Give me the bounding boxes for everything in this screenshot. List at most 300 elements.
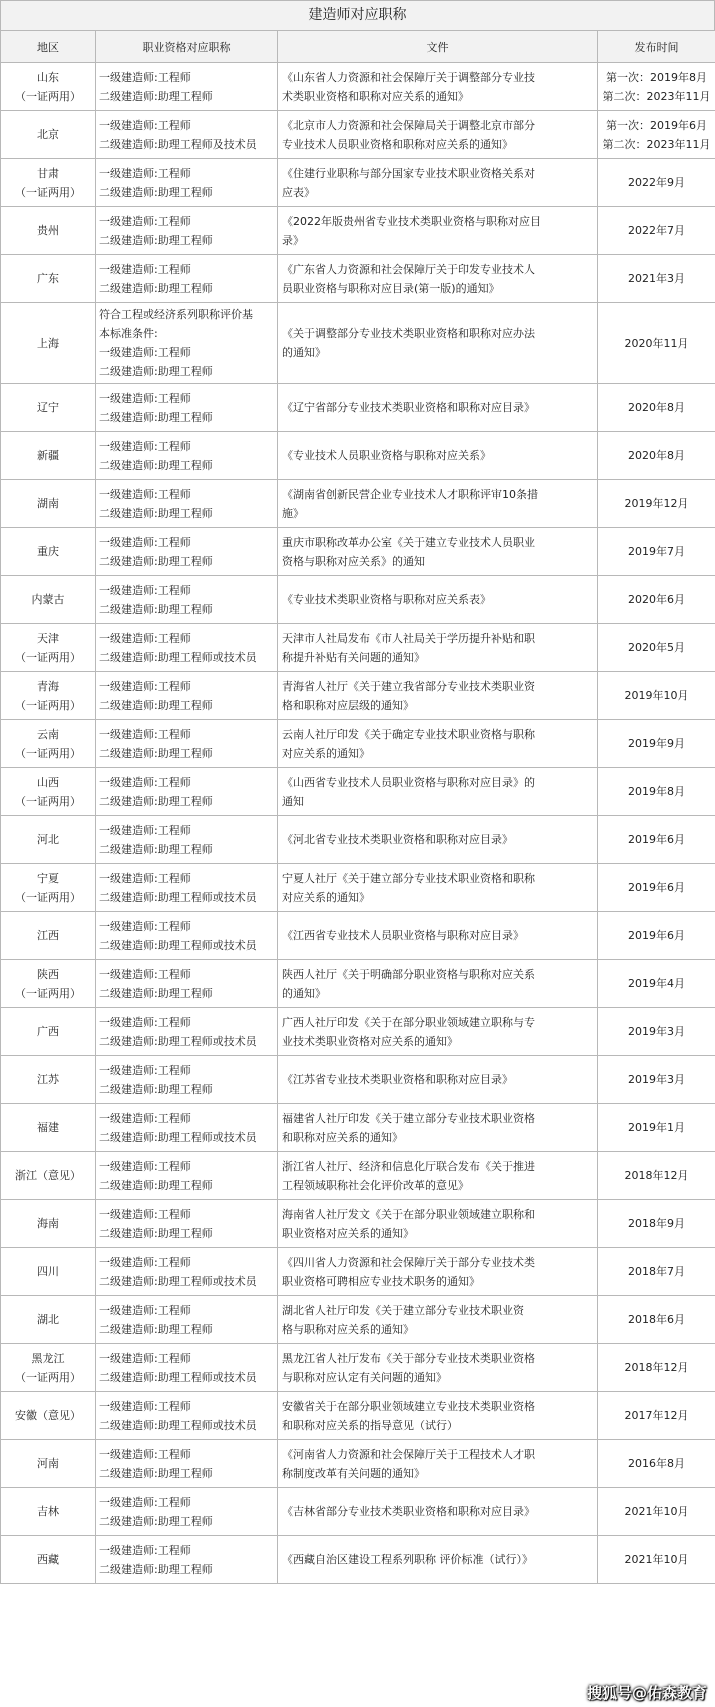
cell-titles [96, 1344, 278, 1392]
table-row [1, 672, 715, 720]
cell-titles-line: 本标准条件: [99, 327, 158, 340]
cell-date [598, 1440, 715, 1488]
cell-date-line: 2019年12月 [624, 497, 689, 510]
table-row [1, 303, 715, 384]
cell-file [278, 1392, 598, 1440]
table-row [1, 384, 715, 432]
cell-region-line: 山西 [37, 775, 59, 789]
cell-date [598, 1392, 715, 1440]
cell-titles-line: 一级建造师:工程师 [99, 1159, 191, 1173]
cell-titles [96, 255, 278, 303]
cell-file [278, 960, 598, 1008]
cell-region-line: 安徽（意见） [15, 1409, 81, 1422]
cell-file-line: 职业资格对应关系的通知》 [282, 1226, 414, 1240]
cell-region-line: （一证两用） [15, 698, 81, 712]
cell-file-line: 《专业技术类职业资格与职称对应关系表》 [282, 593, 491, 606]
cell-date [598, 159, 715, 207]
cell-region-line: （一证两用） [15, 986, 81, 1000]
cell-region-line: 辽宁 [37, 401, 59, 414]
cell-region [1, 1536, 96, 1584]
cell-titles-line: 二级建造师:助理工程师 [99, 1322, 213, 1336]
cell-file-line: 职业资格可聘相应专业技术职务的通知》 [282, 1274, 480, 1288]
cell-region-line: 青海 [37, 679, 59, 693]
cell-file [278, 1344, 598, 1392]
cell-file-line: 资格与职称对应关系》的通知 [282, 554, 425, 568]
cell-titles [96, 111, 278, 159]
cell-region [1, 528, 96, 576]
cell-file-line: 术类职业资格和职称对应关系的通知》 [282, 89, 469, 103]
cell-date [598, 1296, 715, 1344]
table-row [1, 111, 715, 159]
cell-region-line: （一证两用） [15, 746, 81, 760]
cell-file-line: 《北京市人力资源和社会保障局关于调整北京市部分 [282, 118, 535, 132]
table-row [1, 1152, 715, 1200]
cell-titles-line: 二级建造师:助理工程师 [99, 1226, 213, 1240]
cell-titles-line: 一级建造师:工程师 [99, 1399, 191, 1413]
cell-region-line: 海南 [37, 1217, 59, 1230]
cell-region [1, 159, 96, 207]
cell-region-line: 湖北 [37, 1313, 59, 1326]
cell-titles-line: 一级建造师:工程师 [99, 967, 191, 981]
cell-file [278, 816, 598, 864]
qualification-table [0, 30, 715, 1584]
cell-region-line: 河南 [37, 1457, 59, 1470]
cell-date-line: 2020年8月 [628, 449, 685, 462]
cell-file-line: 与职称对应认定有关问题的通知》 [282, 1370, 447, 1384]
table-row [1, 912, 715, 960]
cell-file-line: 湖北省人社厅印发《关于建立部分专业技术职业资 [282, 1303, 524, 1317]
cell-file [278, 624, 598, 672]
cell-file [278, 303, 598, 384]
cell-file [278, 864, 598, 912]
cell-file [278, 1440, 598, 1488]
cell-region-line: 贵州 [37, 224, 59, 237]
cell-file-line: 《住建行业职称与部分国家专业技术职业资格关系对 [282, 166, 535, 180]
cell-titles [96, 1200, 278, 1248]
cell-titles [96, 576, 278, 624]
table-row [1, 255, 715, 303]
table-row [1, 1200, 715, 1248]
cell-date [598, 480, 715, 528]
cell-file-line: 业技术类职业资格对应关系的通知》 [282, 1034, 458, 1048]
cell-file [278, 384, 598, 432]
cell-date [598, 1344, 715, 1392]
cell-region [1, 816, 96, 864]
cell-region [1, 111, 96, 159]
cell-titles [96, 1536, 278, 1584]
cell-titles-line: 二级建造师:助理工程师及技术员 [99, 137, 257, 151]
cell-titles-line: 一级建造师:工程师 [99, 727, 191, 741]
cell-titles-line: 一级建造师:工程师 [99, 1111, 191, 1125]
cell-file [278, 1536, 598, 1584]
cell-titles [96, 912, 278, 960]
cell-date-line: 2021年10月 [624, 1553, 689, 1566]
cell-region [1, 1248, 96, 1296]
cell-region [1, 768, 96, 816]
cell-titles-line: 二级建造师:助理工程师 [99, 1514, 213, 1528]
cell-file [278, 480, 598, 528]
cell-file [278, 1152, 598, 1200]
cell-file-line: 天津市人社局发布《市人社局关于学历提升补贴和职 [282, 631, 535, 645]
table-row [1, 816, 715, 864]
cell-file-line: 应表》 [282, 185, 315, 199]
cell-file-line: 陕西人社厅《关于明确部分职业资格与职称对应关系 [282, 967, 535, 981]
cell-file [278, 63, 598, 111]
cell-file-line: 称提升补贴有关问题的通知》 [282, 650, 425, 664]
cell-date-line: 2019年7月 [628, 545, 685, 558]
cell-file [278, 111, 598, 159]
cell-file-line: 《江苏省专业技术类职业资格和职称对应目录》 [282, 1073, 513, 1086]
cell-titles-line: 二级建造师:助理工程师或技术员 [99, 1274, 257, 1288]
cell-date-line: 2018年6月 [628, 1313, 685, 1326]
cell-region [1, 432, 96, 480]
cell-titles-line: 二级建造师:助理工程师或技术员 [99, 1034, 257, 1048]
table-row [1, 1296, 715, 1344]
cell-region-line: （一证两用） [15, 1370, 81, 1384]
cell-titles-line: 一级建造师:工程师 [99, 871, 191, 885]
cell-date [598, 1008, 715, 1056]
cell-titles-line: 一级建造师:工程师 [99, 1255, 191, 1269]
cell-file [278, 1008, 598, 1056]
cell-titles-line: 二级建造师:助理工程师或技术员 [99, 938, 257, 952]
cell-file-line: 《广东省人力资源和社会保障厅关于印发专业技术人 [282, 262, 535, 276]
cell-titles [96, 1056, 278, 1104]
cell-file-line: 海南省人社厅发文《关于在部分职业领域建立职称和 [282, 1207, 535, 1221]
table-row [1, 768, 715, 816]
cell-file [278, 1056, 598, 1104]
table-row [1, 63, 715, 111]
cell-titles [96, 816, 278, 864]
cell-titles-line: 一级建造师:工程师 [99, 70, 191, 84]
cell-titles-line: 一级建造师:工程师 [99, 1303, 191, 1317]
table-row [1, 528, 715, 576]
cell-file-line: 安徽省关于在部分职业领域建立专业技术类职业资格 [282, 1399, 535, 1413]
cell-file [278, 207, 598, 255]
table-row [1, 480, 715, 528]
cell-date [598, 816, 715, 864]
table-row [1, 159, 715, 207]
cell-region-line: 上海 [37, 336, 59, 350]
cell-file-line: 重庆市职称改革办公室《关于建立专业技术人员职业 [282, 535, 535, 549]
table-row [1, 1344, 715, 1392]
cell-file [278, 1248, 598, 1296]
cell-titles [96, 1152, 278, 1200]
cell-region-line: 重庆 [37, 545, 59, 558]
cell-date [598, 1152, 715, 1200]
cell-region [1, 720, 96, 768]
cell-file-line: 称制度改革有关问题的通知》 [282, 1466, 425, 1480]
cell-region-line: 天津 [37, 631, 59, 645]
cell-file-line: 浙江省人社厅、经济和信息化厅联合发布《关于推进 [282, 1159, 535, 1173]
cell-region-line: （一证两用） [15, 890, 81, 904]
cell-region [1, 576, 96, 624]
header-titles: 职业资格对应职称 [96, 31, 278, 63]
cell-region [1, 384, 96, 432]
table-row [1, 1392, 715, 1440]
cell-titles-line: 二级建造师:助理工程师或技术员 [99, 650, 257, 664]
cell-date [598, 1056, 715, 1104]
cell-file [278, 1296, 598, 1344]
cell-titles-line: 一级建造师:工程师 [99, 346, 191, 359]
cell-region-line: 江西 [37, 929, 59, 942]
cell-titles-line: 一级建造师:工程师 [99, 775, 191, 789]
cell-date-line: 2020年6月 [628, 593, 685, 606]
cell-region [1, 1440, 96, 1488]
table-row [1, 1440, 715, 1488]
cell-region-line: （一证两用） [15, 650, 81, 664]
cell-titles-line: 二级建造师:助理工程师 [99, 698, 213, 712]
cell-titles [96, 1296, 278, 1344]
cell-file [278, 1104, 598, 1152]
table-row [1, 1104, 715, 1152]
cell-region-line: 河北 [37, 833, 59, 846]
cell-file-line: 工程领域职称社会化评价改革的意见》 [282, 1178, 469, 1192]
cell-date-line: 2018年7月 [628, 1265, 685, 1278]
cell-file-line: 《关于调整部分专业技术类职业资格和职称对应办法 [282, 327, 535, 340]
cell-titles-line: 一级建造师:工程师 [99, 391, 191, 405]
cell-titles [96, 207, 278, 255]
cell-region-line: 浙江（意见） [15, 1169, 81, 1182]
table-row [1, 960, 715, 1008]
cell-file-line: 《河北省专业技术类职业资格和职称对应目录》 [282, 833, 513, 846]
cell-titles-line: 二级建造师:助理工程师或技术员 [99, 1418, 257, 1432]
cell-file-line: 宁夏人社厅《关于建立部分专业技术职业资格和职称 [282, 871, 535, 885]
cell-date [598, 1536, 715, 1584]
cell-date [598, 1248, 715, 1296]
cell-titles-line: 一级建造师:工程师 [99, 1207, 191, 1221]
cell-file-line: 广西人社厅印发《关于在部分职业领域建立职称与专 [282, 1015, 535, 1029]
cell-region [1, 1344, 96, 1392]
cell-file-line: 《2022年版贵州省专业技术类职业资格与职称对应目 [282, 214, 541, 228]
cell-titles-line: 二级建造师:助理工程师 [99, 746, 213, 760]
cell-titles [96, 1440, 278, 1488]
cell-file [278, 672, 598, 720]
cell-region-line: 湖南 [37, 497, 59, 510]
cell-date [598, 912, 715, 960]
cell-titles-line: 一级建造师:工程师 [99, 1447, 191, 1461]
cell-titles-line: 一级建造师:工程师 [99, 679, 191, 693]
cell-region-line: 北京 [37, 128, 59, 141]
cell-region [1, 1488, 96, 1536]
cell-file-line: 《西藏自治区建设工程系列职称 评价标准（试行）》 [282, 1553, 533, 1566]
cell-file-line: 云南人社厅印发《关于确定专业技术职业资格与职称 [282, 727, 535, 741]
cell-region [1, 255, 96, 303]
cell-titles-line: 一级建造师:工程师 [99, 631, 191, 645]
header-row [1, 31, 715, 63]
cell-region-line: 宁夏 [37, 871, 59, 885]
cell-date-line: 第二次：2023年11月 [602, 89, 711, 103]
cell-region [1, 912, 96, 960]
cell-titles [96, 624, 278, 672]
cell-titles-line: 二级建造师:助理工程师 [99, 1562, 213, 1576]
cell-date-line: 2019年4月 [628, 977, 685, 990]
cell-titles-line: 一级建造师:工程师 [99, 823, 191, 837]
cell-titles-line: 二级建造师:助理工程师或技术员 [99, 1370, 257, 1384]
table-row [1, 864, 715, 912]
cell-titles-line: 一级建造师:工程师 [99, 166, 191, 180]
cell-titles-line: 一级建造师:工程师 [99, 487, 191, 501]
cell-date-line: 2020年5月 [628, 641, 685, 654]
cell-titles [96, 672, 278, 720]
cell-file-line: 《山西省专业技术人员职业资格与职称对应目录》的 [282, 775, 535, 789]
cell-region [1, 207, 96, 255]
cell-file-line: 对应关系的通知》 [282, 746, 370, 760]
cell-date-line: 2022年9月 [628, 176, 685, 189]
cell-file-line: 《河南省人力资源和社会保障厅关于工程技术人才职 [282, 1447, 535, 1461]
cell-region [1, 1104, 96, 1152]
cell-region-line: 广西 [37, 1025, 59, 1038]
cell-titles [96, 864, 278, 912]
cell-titles-line: 二级建造师:助理工程师 [99, 602, 213, 616]
cell-titles-line: 一级建造师:工程师 [99, 1351, 191, 1365]
cell-file [278, 528, 598, 576]
cell-date-line: 2021年3月 [628, 272, 685, 285]
cell-titles [96, 720, 278, 768]
cell-titles [96, 159, 278, 207]
cell-region-line: 四川 [37, 1265, 59, 1278]
cell-date [598, 1200, 715, 1248]
cell-region-line: 福建 [37, 1121, 59, 1134]
cell-region [1, 1008, 96, 1056]
cell-date [598, 864, 715, 912]
cell-date [598, 384, 715, 432]
cell-titles [96, 1008, 278, 1056]
cell-region-line: 广东 [37, 272, 59, 285]
cell-titles-line: 二级建造师:助理工程师 [99, 554, 213, 568]
cell-region-line: （一证两用） [15, 89, 81, 103]
cell-file-line: 《湖南省创新民营企业专业技术人才职称评审10条措 [282, 487, 538, 501]
table-title: 建造师对应职称 [0, 0, 715, 31]
cell-titles [96, 432, 278, 480]
cell-titles-line: 符合工程或经济系列职称评价基 [99, 308, 253, 321]
cell-file-line: 《辽宁省部分专业技术类职业资格和职称对应目录》 [282, 401, 535, 414]
cell-date [598, 207, 715, 255]
table-row [1, 1248, 715, 1296]
cell-date-line: 2016年8月 [628, 1457, 685, 1470]
cell-date-line: 第一次：2019年6月 [606, 118, 707, 132]
cell-region [1, 624, 96, 672]
cell-region-line: 云南 [37, 727, 59, 741]
cell-date-line: 2017年12月 [624, 1409, 689, 1422]
cell-file [278, 1200, 598, 1248]
header-region: 地区 [1, 31, 96, 63]
cell-titles [96, 1248, 278, 1296]
cell-titles-line: 二级建造师:助理工程师 [99, 458, 213, 472]
cell-titles-line: 二级建造师:助理工程师 [99, 842, 213, 856]
cell-titles [96, 528, 278, 576]
cell-date-line: 第一次：2019年8月 [606, 70, 707, 84]
cell-date-line: 2019年1月 [628, 1121, 685, 1134]
watermark: 搜狐号@佑森教育 [586, 1684, 707, 1702]
cell-file-line: 《专业技术人员职业资格与职称对应关系》 [282, 449, 491, 462]
cell-date-line: 2019年6月 [628, 881, 685, 894]
cell-region-line: 甘肃 [37, 166, 59, 180]
cell-region-line: 陕西 [37, 967, 59, 981]
cell-titles-line: 一级建造师:工程师 [99, 1495, 191, 1509]
cell-file [278, 255, 598, 303]
table-body [1, 63, 715, 1584]
cell-date [598, 528, 715, 576]
cell-region [1, 480, 96, 528]
cell-date [598, 768, 715, 816]
cell-file [278, 576, 598, 624]
cell-region-line: 西藏 [37, 1553, 59, 1566]
cell-file-line: 的通知》 [282, 346, 326, 359]
header-date: 发布时间 [598, 31, 715, 63]
cell-region [1, 1152, 96, 1200]
cell-date [598, 111, 715, 159]
cell-date-line: 2018年12月 [624, 1169, 689, 1182]
cell-titles-line: 二级建造师:助理工程师 [99, 185, 213, 199]
cell-titles [96, 480, 278, 528]
cell-titles-line: 二级建造师:助理工程师 [99, 506, 213, 520]
cell-titles-line: 二级建造师:助理工程师 [99, 1082, 213, 1096]
cell-titles [96, 63, 278, 111]
cell-file-line: 和职称对应关系的指导意见（试行） [282, 1418, 458, 1432]
cell-titles-line: 一级建造师:工程师 [99, 214, 191, 228]
cell-file-line: 《四川省人力资源和社会保障厅关于部分专业技术类 [282, 1255, 535, 1269]
cell-file-line: 《江西省专业技术人员职业资格与职称对应目录》 [282, 929, 524, 942]
cell-date [598, 63, 715, 111]
cell-titles [96, 303, 278, 384]
table-row [1, 432, 715, 480]
cell-titles [96, 1392, 278, 1440]
cell-titles-line: 二级建造师:助理工程师 [99, 1466, 213, 1480]
table-row [1, 1056, 715, 1104]
cell-date-line: 2019年8月 [628, 785, 685, 798]
cell-titles-line: 一级建造师:工程师 [99, 118, 191, 132]
cell-date [598, 672, 715, 720]
cell-titles [96, 1104, 278, 1152]
cell-titles-line: 一级建造师:工程师 [99, 1015, 191, 1029]
cell-date-line: 2020年11月 [624, 336, 689, 350]
cell-file-line: 录》 [282, 233, 304, 247]
cell-date [598, 1104, 715, 1152]
cell-titles-line: 二级建造师:助理工程师 [99, 281, 213, 295]
cell-region [1, 672, 96, 720]
cell-titles-line: 一级建造师:工程师 [99, 1543, 191, 1557]
cell-file [278, 159, 598, 207]
cell-region-line: （一证两用） [15, 794, 81, 808]
cell-titles-line: 二级建造师:助理工程师或技术员 [99, 890, 257, 904]
cell-titles-line: 二级建造师:助理工程师 [99, 410, 213, 424]
cell-file [278, 432, 598, 480]
cell-region-line: 新疆 [37, 449, 59, 462]
cell-file-line: 对应关系的通知》 [282, 890, 370, 904]
cell-titles [96, 960, 278, 1008]
cell-file [278, 768, 598, 816]
cell-region-line: 黑龙江 [31, 1351, 65, 1365]
cell-titles [96, 384, 278, 432]
cell-file-line: 《吉林省部分专业技术类职业资格和职称对应目录》 [282, 1505, 535, 1518]
cell-date [598, 1488, 715, 1536]
cell-file-line: 通知 [282, 794, 304, 808]
cell-date-line: 2019年6月 [628, 833, 685, 846]
table-row [1, 1008, 715, 1056]
cell-date-line: 2019年10月 [624, 689, 689, 702]
cell-titles-line: 二级建造师:助理工程师 [99, 233, 213, 247]
cell-file-line: 《山东省人力资源和社会保障厅关于调整部分专业技 [282, 70, 535, 84]
cell-date-line: 2019年9月 [628, 737, 685, 750]
cell-region-line: 山东 [37, 70, 59, 84]
cell-date [598, 720, 715, 768]
table-row [1, 1488, 715, 1536]
cell-titles-line: 二级建造师:助理工程师 [99, 986, 213, 1000]
cell-region-line: 江苏 [37, 1073, 59, 1086]
cell-titles-line: 一级建造师:工程师 [99, 583, 191, 597]
table-row [1, 576, 715, 624]
cell-date-line: 2021年10月 [624, 1505, 689, 1518]
